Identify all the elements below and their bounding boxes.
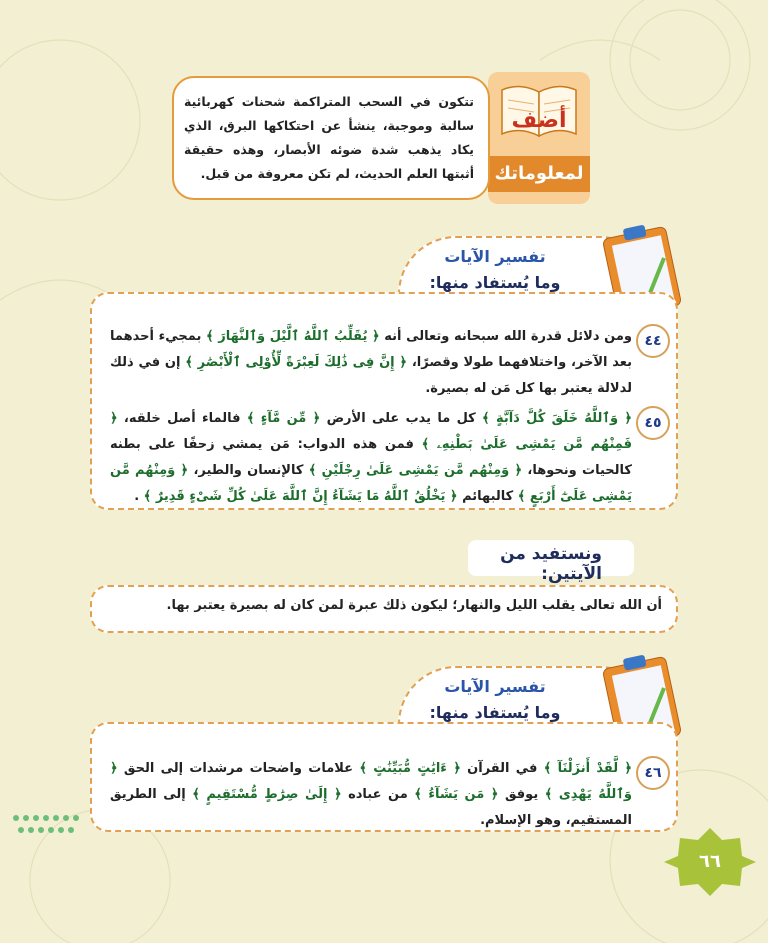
lessons-title: ونستفيد من الآيتين: xyxy=(500,544,602,584)
section1-heading-line1: تفسير الآيات xyxy=(444,247,546,266)
vision-logo-icon xyxy=(8,808,88,842)
lessons-text: أن الله تعالى يقلب الليل والنهار؛ ليكون ذلك عبرة لمن كان له بصيرة يعتبر بها. xyxy=(166,598,662,613)
section2-heading xyxy=(412,674,578,726)
page-number: ٦٦ xyxy=(699,851,721,872)
ayah-44-explanation: ومن دلائل قدرة الله سبحانه وتعالى أنه ﴿ يُقَلِّبُ ٱللَّهُ ٱلَّيْلَ وَٱلنَّهَارَ ﴾ بمجيء أحدهما بعد الآخر، واختلافهما طولا وقصرًا، ﴿ إِنَّ فِى ذَٰلِكَ لَعِبْرَةً لِّأُوْلِى ٱلْأَبْصَٰرِ ﴾ إن في ذلك لدلالة يعتبر بها كل مَن له بصيرة. xyxy=(110,329,632,396)
section2-heading-line2: وما يُستفاد منها: xyxy=(429,703,561,722)
badge-word-knowledge: لمعلوماتك xyxy=(488,156,590,192)
section1-heading-line2: وما يُستفاد منها: xyxy=(429,273,561,292)
info-box-text: تتكون في السحب المتراكمة شحنات كهربائية سالبة وموجبة، ينشأ عن احتكاكها البرق، الذي يكاد يذهب شدة ضوئه الأبصار، وهذه حقيقة أثبتها العلم الحديث، لم تكن معروفة من قبل. xyxy=(172,76,490,200)
ayah-number-45: ٤٥ xyxy=(636,406,670,440)
section2-heading-line1: تفسير الآيات xyxy=(444,677,546,696)
ayah-number-46: ٤٦ xyxy=(636,756,670,790)
ayah-46-explanation: ﴿ لَّقَدْ أَنزَلْنَآ ﴾ في القرآن ﴿ ءَايَٰتٍ مُّبَيِّنَٰتٍ ﴾ علامات واضحات مرشدات إلى الحق ﴿ وَٱللَّهُ يَهْدِى ﴾ يوفق ﴿ مَن يَشَآءُ ﴾ من عباده ﴿ إِلَىٰ صِرَٰطٍ مُّسْتَقِيمٍ ﴾ إلى الطريق المستقيم، وهو الإسلام. xyxy=(110,761,633,828)
ayah-45-explanation: ﴿ وَٱللَّهُ خَلَقَ كُلَّ دَآبَّةٍ ﴾ كل ما يدب على الأرض ﴿ مِّن مَّآءٍ ﴾ فالماء أصل خلقه، ﴿ فَمِنْهُم مَّن يَمْشِى عَلَىٰ بَطْنِهِۦ ﴾ فمن هذه الدواب: مَن يمشي زحفًا على بطنه كالحيات ونحوها، ﴿ وَمِنْهُم مَّن يَمْشِى عَلَىٰ رِجْلَيْنِ ﴾ كالإنسان والطير، ﴿ وَمِنْهُم مَّن يَمْشِى عَلَىٰٓ أَرْبَعٍ ﴾ كالبهائم ﴿ يَخْلُقُ ٱللَّهُ مَا يَشَآءُ إِنَّ ٱللَّهَ عَلَىٰ كُلِّ شَىْءٍ قَدِيرٌ ﴾ . xyxy=(110,411,632,504)
section1-heading xyxy=(412,244,578,296)
ayah-number-44: ٤٤ xyxy=(636,324,670,358)
badge-word-add: أضف xyxy=(511,108,567,133)
add-to-your-knowledge-badge xyxy=(488,72,590,204)
